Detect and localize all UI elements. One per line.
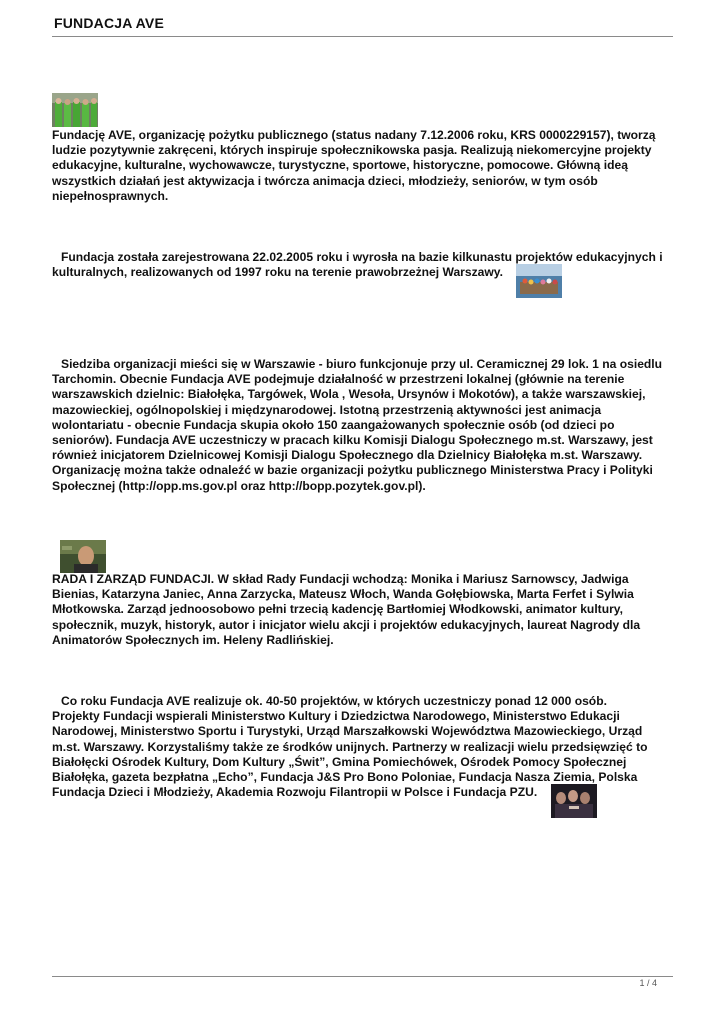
boat-photo <box>516 264 562 298</box>
footer-divider <box>52 976 673 977</box>
page-header-title: FUNDACJA AVE <box>54 15 164 31</box>
header-divider <box>52 36 673 37</box>
paragraph-intro: Fundację AVE, organizację pożytku publicznego (status nadany 7.12.2006 roku, KRS 0000229157), tworzą ludzie pozytywnie zakręceni, których inspiruje społecznikowska pasja. Realizują niekomercyjne projekty edukacyjne, kulturalne, wychowawcze, turystyczne, sportowe, historyczne, pomocowe. Główną ideą wszystkich działań jest aktywizacja i twórcza animacja dzieci, młodzieży, seniorów, w tym osób niepełnosprawnych. <box>52 128 656 203</box>
stage-photo <box>551 784 597 818</box>
paragraph-projects: Co roku Fundacja AVE realizuje ok. 40-50 projektów, w których uczestniczy ponad 12 000 osób. Projekty Fundacji wspierali Ministerstwo Kultury i Dziedzictwa Narodowego, Ministerstwo Edukacji Narodowej, Ministerstwo Sportu i Turystyki, Urząd Marszałkowski Województwa Mazowieckiego, Urząd m.st. Warszawy. Korzystaliśmy także ze środków unijnych. Partnerzy w realizacji wielu przedsięwzięć to Białołęcki Ośrodek Kultury, Dom Kultury „Świt”, Gmina Pomiechówek, Ośrodek Pomocy Społecznej Białołęka, gazeta bezpłatna „Echo”, Fundacja J&S Pro Bono Poloniae, Fundacja Nasza Ziemia, Polska Fundacja Dzieci i Młodzieży, Akademia Rozwoju Filantropii w Polsce i Fundacja PZU. <box>52 694 648 800</box>
paragraph-board: RADA I ZARZĄD FUNDACJI. W skład Rady Fundacji wchodzą: Monika i Mariusz Sarnowscy, Jadwiga Bienias, Katarzyna Janiec, Anna Zarzycka, Mateusz Włoch, Wanda Gołębiowska, Marta Ferfet i Sylwia Młotkowska. Zarząd jednoosobowo pełni trzecią kadencję Bartłomiej Włodkowski, animator kultury, społecznik, muzyk, historyk, autor i inicjator wielu akcji i projektów edukacyjnych, laureat Nagrody dla Animatorów Społecznych im. Heleny Radlińskiej. <box>52 572 641 647</box>
paragraph-headquarters: Siedziba organizacji mieści się w Warszawie - biuro funkcjonuje przy ul. Ceramicznej 29 lok. 1 na osiedlu Tarchomin. Obecnie Fundacja AVE podejmuje działalność w przestrzeni lokalnej (głównie na terenie warszawskich dzielnic: Białołęka, Targówek, Wola , Wesoła, Ursynów i Mokotów), a także warszawskiej, mazowieckiej, ogólnopolskiej i międzynarodowej. Istotną przestrzenią aktywności jest animacja wolontariatu - obecnie Fundacja skupia około 150 zaangażowanych społecznie osób (od dzieci po seniorów). Fundacja AVE uczestniczy w pracach kilku Komisji Dialogu Społecznego m.st. Warszawy, jest również inicjatorem Dzielnicowej Komisji Dialogu Społecznego dla Dzielnicy Białołęka m.st. Warszawy. Organizację można także odnaleźć w bazie organizacji pożytku publicznego Ministerstwa Pracy i Polityki Społecznej (http://opp.ms.gov.pl oraz http://bopp.pozytek.gov.pl). <box>52 357 663 493</box>
paragraph-registration: Fundacja została zarejestrowana 22.02.2005 roku i wyrosła na bazie kilkunastu projektów edukacyjnych i kulturalnych, realizowanych od 1997 roku na terenie prawobrzeżnej Warszawy. <box>52 250 663 280</box>
page-number: 1 / 4 <box>639 978 657 988</box>
portrait-photo <box>60 540 106 573</box>
group-photo <box>52 93 98 127</box>
